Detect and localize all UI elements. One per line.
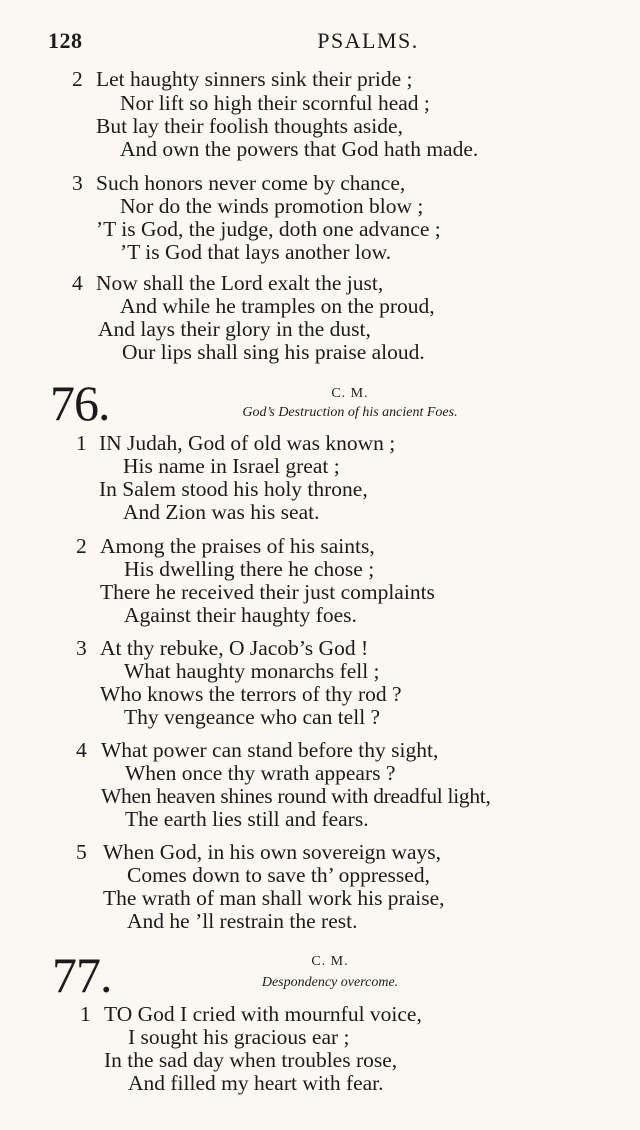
verse-number: 4	[76, 738, 87, 762]
verse-line: I sought his gracious ear ;	[128, 1025, 350, 1049]
verse-number: 1	[80, 1002, 91, 1026]
verse-line: And Zion was his seat.	[123, 500, 320, 524]
verse-line: And lays their glory in the dust,	[98, 317, 371, 341]
verse-line: But lay their foolish thoughts aside,	[96, 114, 403, 138]
verse-number: 1	[76, 431, 87, 455]
verse-line: What haughty monarchs fell ;	[124, 659, 380, 683]
verse-line: His name in Israel great ;	[123, 454, 340, 478]
verse-number: 3	[72, 171, 83, 195]
verse-line: Our lips shall sing his praise aloud.	[122, 340, 425, 364]
verse-line: Against their haughty foes.	[124, 603, 357, 627]
verse-number: 3	[76, 636, 87, 660]
verse-line: When God, in his own sovereign ways,	[103, 840, 441, 864]
verse-line: Thy vengeance who can tell ?	[124, 705, 381, 729]
verse-line: Now shall the Lord exalt the just,	[96, 271, 384, 295]
verse-line: Let haughty sinners sink their pride ;	[96, 67, 413, 91]
verse-number: 2	[76, 534, 87, 558]
hymn-meter: C. M.	[331, 386, 369, 401]
verse-line: And he ’ll restrain the rest.	[127, 909, 358, 933]
hymn-subtitle: Despondency overcome.	[261, 975, 399, 990]
hymn-number: 77.	[52, 947, 112, 1003]
verse-line: When once thy wrath appears ?	[125, 761, 396, 785]
verse-line: There he received their just complaints	[100, 580, 435, 604]
hymn-meter: C. M.	[311, 954, 349, 969]
verse-line: The wrath of man shall work his praise,	[103, 886, 445, 910]
verse-line: The earth lies still and fears.	[125, 807, 369, 831]
verse-line: IN Judah, God of old was known ;	[99, 431, 396, 455]
verse-line: And filled my heart with fear.	[128, 1071, 384, 1095]
verse-line: And while he tramples on the proud,	[120, 294, 435, 318]
page-number: 128	[48, 28, 83, 53]
verse-line: In Salem stood his holy throne,	[99, 477, 368, 501]
verse-line: When heaven shines round with dreadful light,	[101, 784, 491, 808]
verse-number: 4	[72, 271, 83, 295]
verse-line: And own the powers that God hath made.	[120, 137, 479, 161]
verse-line: Nor lift so high their scornful head ;	[120, 91, 430, 115]
verse-line: ’T is God that lays another low.	[120, 240, 392, 264]
verse-line: TO God I cried with mournful voice,	[104, 1002, 422, 1026]
hymn-number: 76.	[50, 375, 110, 431]
verse-line: Among the praises of his saints,	[100, 534, 375, 558]
verse-line: At thy rebuke, O Jacob’s God !	[100, 636, 369, 660]
verse-number: 2	[72, 67, 83, 91]
verse-number: 5	[76, 840, 87, 864]
verse-line: Such honors never come by chance,	[96, 171, 406, 195]
hymn-subtitle: God’s Destruction of his ancient Foes.	[242, 405, 458, 420]
verse-line: What power can stand before thy sight,	[101, 738, 439, 762]
running-title: PSALMS.	[317, 28, 419, 53]
verse-line: In the sad day when troubles rose,	[104, 1048, 398, 1072]
verse-line: ’T is God, the judge, doth one advance ;	[96, 217, 441, 241]
verse-line: Nor do the winds promotion blow ;	[120, 194, 424, 218]
page-header	[48, 28, 608, 56]
verse-line: Comes down to save th’ oppressed,	[127, 863, 430, 887]
verse-line: Who knows the terrors of thy rod ?	[100, 682, 402, 706]
verse-line: His dwelling there he chose ;	[124, 557, 375, 581]
